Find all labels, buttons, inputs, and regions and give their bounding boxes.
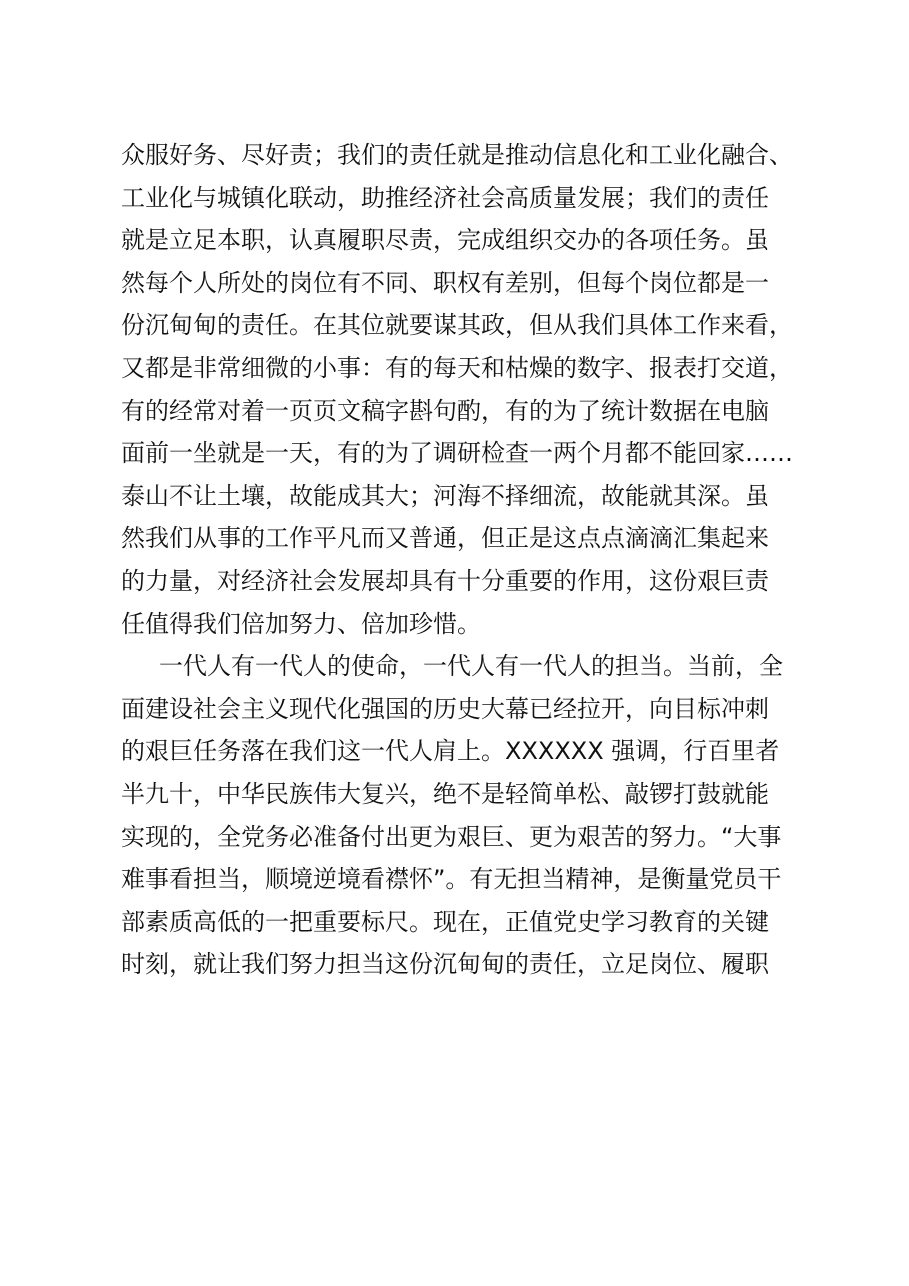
- text-line: 部素质高低的一把重要标尺。现在，正值党史学习教育的关键: [121, 907, 769, 936]
- text-line: 有的经常对着一页页文稿字斟句酌，有的为了统计数据在电脑: [121, 396, 769, 425]
- text-line: 任值得我们倍加努力、倍加珍惜。: [121, 609, 481, 638]
- text-line: 份沉甸甸的责任。在其位就要谋其政，但从我们具体工作来看，: [121, 311, 793, 340]
- text-line: 的力量，对经济社会发展却具有十分重要的作用，这份艰巨责: [121, 566, 769, 595]
- text-line: 面前一坐就是一天，有的为了调研检查一两个月都不能回家……: [121, 439, 793, 468]
- text-line: 难事看担当，顺境逆境看襟怀”。有无担当精神，是衡量党员干: [121, 865, 782, 894]
- text-line: 众服好务、尽好责；我们的责任就是推动信息化和工业化融合、: [121, 141, 793, 169]
- text-line: 就是立足本职，认真履职尽责，完成组织交办的各项任务。虽: [121, 226, 769, 255]
- text-line: 的艰巨任务落在我们这一代人肩上。XXXXXX 强调，行百里者: [121, 737, 780, 766]
- text-line: 面建设社会主义现代化强国的历史大幕已经拉开，向目标冲刺: [121, 694, 769, 723]
- text-line: 实现的，全党务必准备付出更为艰巨、更为艰苦的努力。“大事: [121, 822, 782, 851]
- text-line: 又都是非常细微的小事：有的每天和枯燥的数字、报表打交道，: [121, 353, 793, 382]
- text-line: 时刻，就让我们努力担当这份沉甸甸的责任，立足岗位、履职: [121, 950, 769, 979]
- paragraph-start-line: 一代人有一代人的使命，一代人有一代人的担当。当前，全: [159, 652, 783, 681]
- text-line: 半九十，中华民族伟大复兴，绝不是轻简单松、敲锣打鼓就能: [121, 779, 769, 808]
- text-line: 泰山不让土壤，故能成其大；河海不择细流，故能就其深。虽: [121, 481, 769, 510]
- text-line: 然我们从事的工作平凡而又普通，但正是这点点滴滴汇集起来: [121, 524, 769, 553]
- body-text: [121, 134, 801, 986]
- text-line: 工业化与城镇化联动，助推经济社会高质量发展；我们的责任: [121, 183, 769, 212]
- text-line: 然每个人所处的岗位有不同、职权有差别，但每个岗位都是一: [121, 268, 769, 297]
